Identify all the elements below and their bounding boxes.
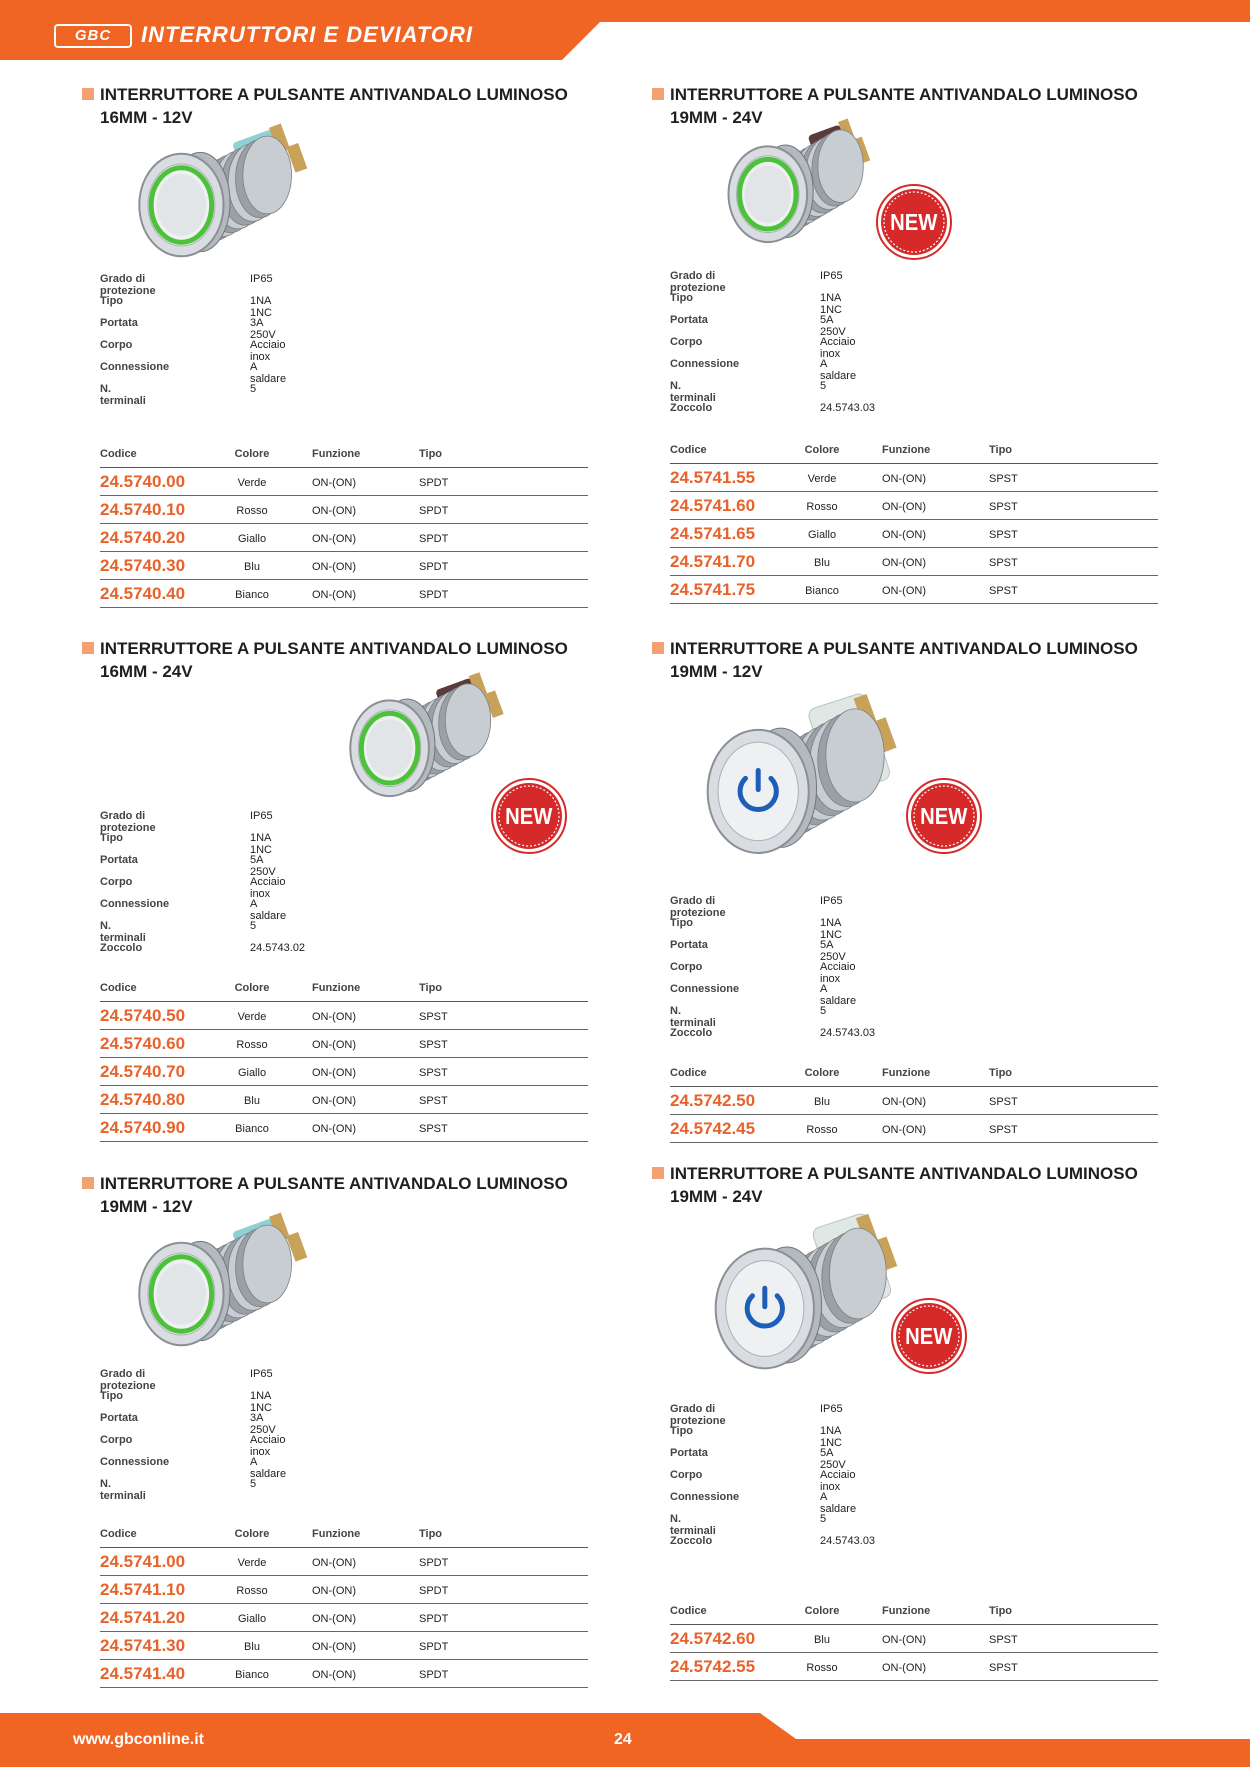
spec-value: 3A 250V [250, 317, 276, 341]
row-color: Rosso [806, 1124, 838, 1136]
header-code: Codice [670, 444, 707, 456]
green-ring-push-button-icon [110, 118, 320, 268]
row-type: SPDT [419, 1557, 449, 1569]
row-type: SPST [419, 1095, 448, 1107]
product-code: 24.5741.55 [670, 468, 756, 487]
spec-label: Tipo [100, 295, 124, 307]
row-color: Bianco [235, 1669, 269, 1681]
spec-value: IP65 [820, 270, 843, 282]
spec-label: Connessione [100, 361, 170, 373]
spec-value: 5 [250, 1478, 257, 1490]
section-title: INTERRUTTORI E DEVIATORI [141, 22, 474, 47]
row-color: Giallo [237, 1613, 267, 1625]
new-badge [890, 1297, 968, 1375]
row-type: SPDT [419, 505, 449, 517]
code-table [100, 1525, 588, 1688]
product-name: INTERRUTTORE A PULSANTE ANTIVANDALO LUMINOSO [670, 85, 1138, 104]
row-function: ON-(ON) [312, 1557, 356, 1569]
table-row [670, 492, 1158, 520]
row-type: SPST [989, 473, 1018, 485]
spec-label: Grado di protezione [670, 895, 726, 919]
spec-label: Tipo [100, 832, 124, 844]
code-table [670, 1064, 1158, 1143]
spec-value: Acciaio inox [250, 339, 286, 363]
spec-value: 5 [820, 1513, 827, 1525]
spec-value: A saldare [250, 898, 287, 922]
table-header [100, 1525, 588, 1548]
product-code: 24.5740.00 [100, 472, 186, 491]
spec-label: Corpo [100, 876, 133, 888]
spec-value: Acciaio inox [820, 1469, 856, 1493]
product-name: INTERRUTTORE A PULSANTE ANTIVANDALO LUMINOSO [100, 639, 568, 658]
spec-label: Portata [670, 314, 708, 326]
header-color: Colore [234, 982, 270, 994]
row-type: SPST [419, 1067, 448, 1079]
row-color: Blu [244, 1095, 260, 1107]
table-header [100, 979, 588, 1002]
spec-label: N. terminali [100, 920, 146, 944]
row-color: Bianco [235, 589, 269, 601]
spec-label: Grado di protezione [670, 1403, 726, 1427]
row-type: SPDT [419, 561, 449, 573]
spec-value: A saldare [820, 1491, 857, 1515]
spec-label: Connessione [670, 1491, 740, 1503]
row-type: SPDT [419, 1613, 449, 1625]
row-type: SPDT [419, 589, 449, 601]
page-footer [0, 1713, 1250, 1767]
row-color: Rosso [236, 505, 268, 517]
svg-text:NEW: NEW [905, 1322, 953, 1350]
spec-value: 5 [820, 1005, 827, 1017]
header-type: Tipo [989, 1605, 1013, 1617]
product-code: 24.5741.70 [670, 552, 756, 571]
spec-value: 24.5743.03 [820, 402, 876, 414]
table-row [100, 1632, 588, 1660]
row-color: Rosso [806, 501, 838, 513]
spec-label: Corpo [670, 961, 703, 973]
spec-label: Portata [670, 1447, 708, 1459]
spec-value: 5A 250V [820, 939, 846, 963]
table-header [670, 1064, 1158, 1087]
row-color: Blu [244, 1641, 260, 1653]
new-badge [490, 777, 568, 855]
table-row [670, 1115, 1158, 1143]
product-name: INTERRUTTORE A PULSANTE ANTIVANDALO LUMINOSO [670, 639, 1138, 658]
header-color: Colore [804, 444, 840, 456]
spec-value: A saldare [250, 361, 287, 385]
row-type: SPST [419, 1123, 448, 1135]
header-function: Funzione [312, 448, 361, 460]
table-row [100, 1002, 588, 1030]
row-color: Bianco [235, 1123, 269, 1135]
spec-value: 5 [250, 383, 257, 395]
row-function: ON-(ON) [882, 1634, 926, 1646]
spec-value: 5A 250V [820, 1447, 846, 1471]
row-function: ON-(ON) [312, 505, 356, 517]
product-code: 24.5741.30 [100, 1636, 186, 1655]
blue-power-symbol-push-button-icon [690, 1207, 910, 1382]
spec-label: Corpo [670, 336, 703, 348]
spec-value: 1NA 1NC [820, 917, 843, 941]
svg-text:NEW: NEW [505, 802, 553, 830]
header-color: Colore [804, 1067, 840, 1079]
spec-value: IP65 [250, 1368, 273, 1380]
spec-label: Tipo [670, 1425, 694, 1437]
spec-value: 1NA 1NC [820, 1425, 843, 1449]
row-type: SPST [419, 1011, 448, 1023]
row-color: Giallo [807, 529, 837, 541]
row-type: SPST [989, 585, 1018, 597]
header-code: Codice [100, 982, 137, 994]
bullet-square-icon [82, 1177, 94, 1189]
row-function: ON-(ON) [312, 533, 356, 545]
product-code: 24.5741.10 [100, 1580, 186, 1599]
row-function: ON-(ON) [882, 1124, 926, 1136]
header-color: Colore [234, 448, 270, 460]
product-name: INTERRUTTORE A PULSANTE ANTIVANDALO LUMINOSO [100, 85, 568, 104]
row-function: ON-(ON) [882, 501, 926, 513]
row-color: Blu [244, 561, 260, 573]
spec-value: Acciaio inox [250, 1434, 286, 1458]
green-ring-push-button-icon [325, 667, 515, 807]
table-row [670, 1653, 1158, 1681]
spec-value: 1NA 1NC [250, 295, 273, 319]
bullet-square-icon [652, 88, 664, 100]
spec-label: Connessione [670, 358, 740, 370]
page-number: 24 [614, 1731, 632, 1748]
row-color: Verde [237, 477, 267, 489]
row-type: SPDT [419, 1585, 449, 1597]
table-row [670, 1087, 1158, 1115]
row-color: Verde [807, 473, 837, 485]
row-function: ON-(ON) [312, 589, 356, 601]
spec-label: Corpo [100, 1434, 133, 1446]
row-color: Rosso [806, 1662, 838, 1674]
row-function: ON-(ON) [312, 1669, 356, 1681]
row-function: ON-(ON) [312, 1585, 356, 1597]
table-row [100, 552, 588, 580]
header-function: Funzione [882, 1067, 931, 1079]
header-code: Codice [670, 1067, 707, 1079]
bullet-square-icon [82, 642, 94, 654]
row-type: SPDT [419, 1641, 449, 1653]
code-table [670, 1602, 1158, 1681]
row-function: ON-(ON) [312, 477, 356, 489]
spec-value: 1NA 1NC [250, 1390, 273, 1414]
product-size-voltage: 19MM - 24V [670, 1187, 763, 1206]
product-code: 24.5742.60 [670, 1629, 756, 1648]
row-type: SPST [989, 1096, 1018, 1108]
table-header [670, 1602, 1158, 1625]
row-color: Giallo [237, 1067, 267, 1079]
header-code: Codice [100, 448, 137, 460]
table-row [100, 580, 588, 608]
row-type: SPST [989, 501, 1018, 513]
row-type: SPDT [419, 1669, 449, 1681]
product-code: 24.5741.75 [670, 580, 756, 599]
spec-label: N. terminali [670, 1513, 716, 1537]
spec-value: 1NA 1NC [820, 292, 843, 316]
spec-value: 5 [250, 920, 257, 932]
code-table [670, 441, 1158, 604]
spec-label: N. terminali [670, 380, 716, 404]
row-function: ON-(ON) [312, 1067, 356, 1079]
row-type: SPST [989, 529, 1018, 541]
spec-label: Corpo [670, 1469, 703, 1481]
svg-text:NEW: NEW [920, 802, 968, 830]
row-function: ON-(ON) [312, 1011, 356, 1023]
table-row [100, 1030, 588, 1058]
spec-value: A saldare [250, 1456, 287, 1480]
spec-label: Portata [100, 317, 138, 329]
header-function: Funzione [882, 1605, 931, 1617]
row-function: ON-(ON) [882, 529, 926, 541]
table-row [670, 520, 1158, 548]
row-color: Verde [237, 1557, 267, 1569]
website-link[interactable]: www.gbconline.it [73, 1731, 204, 1748]
product-code: 24.5741.20 [100, 1608, 186, 1627]
row-function: ON-(ON) [312, 1613, 356, 1625]
row-type: SPST [989, 1662, 1018, 1674]
table-row [100, 1086, 588, 1114]
row-function: ON-(ON) [312, 561, 356, 573]
row-function: ON-(ON) [882, 473, 926, 485]
product-code: 24.5740.20 [100, 528, 186, 547]
table-row [100, 524, 588, 552]
row-color: Rosso [236, 1585, 268, 1597]
table-row [670, 548, 1158, 576]
product-code: 24.5741.65 [670, 524, 756, 543]
header-color: Colore [234, 1528, 270, 1540]
header-code: Codice [670, 1605, 707, 1617]
row-function: ON-(ON) [882, 557, 926, 569]
spec-value: IP65 [820, 1403, 843, 1415]
table-header [670, 441, 1158, 464]
product-code: 24.5742.45 [670, 1119, 756, 1138]
spec-label: N. terminali [670, 1005, 716, 1029]
row-type: SPST [989, 1634, 1018, 1646]
header-code: Codice [100, 1528, 137, 1540]
spec-value: 5 [820, 380, 827, 392]
product-code: 24.5740.10 [100, 500, 186, 519]
blue-power-symbol-push-button-icon [680, 687, 910, 867]
row-type: SPST [419, 1039, 448, 1051]
row-function: ON-(ON) [882, 1096, 926, 1108]
spec-value: 5A 250V [820, 314, 846, 338]
spec-value: Acciaio inox [820, 961, 856, 985]
green-ring-push-button-icon [710, 113, 880, 253]
row-function: ON-(ON) [312, 1641, 356, 1653]
table-row [100, 1058, 588, 1086]
code-table [100, 445, 588, 608]
product-title [670, 1162, 1190, 1208]
row-color: Rosso [236, 1039, 268, 1051]
table-row [100, 1660, 588, 1688]
row-function: ON-(ON) [312, 1123, 356, 1135]
spec-value: 3A 250V [250, 1412, 276, 1436]
table-row [100, 1604, 588, 1632]
spec-label: Tipo [100, 1390, 124, 1402]
spec-label: Connessione [100, 898, 170, 910]
page-header [0, 0, 1250, 60]
row-type: SPDT [419, 477, 449, 489]
product-code: 24.5741.40 [100, 1664, 186, 1683]
product-name: INTERRUTTORE A PULSANTE ANTIVANDALO LUMINOSO [100, 1174, 568, 1193]
spec-value: 1NA 1NC [250, 832, 273, 856]
bullet-square-icon [652, 642, 664, 654]
new-badge [905, 777, 983, 855]
spec-value: 24.5743.03 [820, 1027, 876, 1039]
green-ring-push-button-icon [110, 1207, 320, 1357]
product-size-voltage: 16MM - 12V [100, 108, 193, 127]
spec-label: Corpo [100, 339, 133, 351]
spec-label: Portata [670, 939, 708, 951]
spec-label: Grado di protezione [100, 810, 156, 834]
spec-value: IP65 [820, 895, 843, 907]
spec-label: Zoccolo [670, 402, 713, 414]
header-type: Tipo [419, 982, 443, 994]
table-row [100, 496, 588, 524]
product-code: 24.5740.70 [100, 1062, 186, 1081]
header-color: Colore [804, 1605, 840, 1617]
table-row [670, 464, 1158, 492]
row-function: ON-(ON) [882, 1662, 926, 1674]
spec-label: N. terminali [100, 1478, 146, 1502]
row-type: SPDT [419, 533, 449, 545]
header-type: Tipo [419, 1528, 443, 1540]
header-function: Funzione [882, 444, 931, 456]
product-code: 24.5741.00 [100, 1552, 186, 1571]
svg-text:NEW: NEW [890, 208, 938, 236]
header-type: Tipo [989, 1067, 1013, 1079]
new-badge [875, 183, 953, 261]
row-function: ON-(ON) [312, 1039, 356, 1051]
spec-value: A saldare [820, 358, 857, 382]
spec-label: Zoccolo [670, 1027, 713, 1039]
spec-value: 5A 250V [250, 854, 276, 878]
product-code: 24.5740.80 [100, 1090, 186, 1109]
row-color: Blu [814, 1096, 830, 1108]
spec-label: Grado di protezione [100, 1368, 156, 1392]
table-row [100, 1548, 588, 1576]
bullet-square-icon [82, 88, 94, 100]
product-title [670, 637, 1190, 683]
row-function: ON-(ON) [882, 585, 926, 597]
spec-label: Grado di protezione [100, 273, 156, 297]
header-function: Funzione [312, 1528, 361, 1540]
table-row [100, 1114, 588, 1142]
product-size-voltage: 19MM - 12V [100, 1197, 193, 1216]
product-code: 24.5740.60 [100, 1034, 186, 1053]
product-code: 24.5742.55 [670, 1657, 756, 1676]
spec-label: Zoccolo [670, 1535, 713, 1547]
table-row [100, 468, 588, 496]
table-row [100, 1576, 588, 1604]
spec-value: 24.5743.03 [820, 1535, 876, 1547]
row-type: SPST [989, 1124, 1018, 1136]
product-code: 24.5741.60 [670, 496, 756, 515]
product-code: 24.5740.50 [100, 1006, 186, 1025]
spec-value: IP65 [250, 810, 273, 822]
spec-label: Zoccolo [100, 942, 143, 954]
spec-value: Acciaio inox [250, 876, 286, 900]
table-row [670, 1625, 1158, 1653]
header-type: Tipo [989, 444, 1013, 456]
product-size-voltage: 19MM - 24V [670, 108, 763, 127]
spec-label: Connessione [100, 1456, 170, 1468]
spec-value: A saldare [820, 983, 857, 1007]
product-code: 24.5740.90 [100, 1118, 186, 1137]
spec-value: IP65 [250, 273, 273, 285]
spec-label: Portata [100, 854, 138, 866]
table-header [100, 445, 588, 468]
product-code: 24.5742.50 [670, 1091, 756, 1110]
spec-value: 24.5743.02 [250, 942, 306, 954]
product-name: INTERRUTTORE A PULSANTE ANTIVANDALO LUMINOSO [670, 1164, 1138, 1183]
row-color: Blu [814, 557, 830, 569]
spec-value: Acciaio inox [820, 336, 856, 360]
spec-label: Connessione [670, 983, 740, 995]
table-row [670, 576, 1158, 604]
product-code: 24.5740.40 [100, 584, 186, 603]
code-table [100, 979, 588, 1142]
row-color: Bianco [805, 585, 839, 597]
row-type: SPST [989, 557, 1018, 569]
spec-label: Tipo [670, 917, 694, 929]
header-function: Funzione [312, 982, 361, 994]
spec-label: Tipo [670, 292, 694, 304]
product-size-voltage: 16MM - 24V [100, 662, 193, 681]
row-color: Giallo [237, 533, 267, 545]
bullet-square-icon [652, 1167, 664, 1179]
header-type: Tipo [419, 448, 443, 460]
row-function: ON-(ON) [312, 1095, 356, 1107]
row-color: Blu [814, 1634, 830, 1646]
brand-logo[interactable]: GBC [54, 24, 132, 48]
product-size-voltage: 19MM - 12V [670, 662, 763, 681]
spec-label: Portata [100, 1412, 138, 1424]
product-code: 24.5740.30 [100, 556, 186, 575]
spec-label: Grado di protezione [670, 270, 726, 294]
row-color: Verde [237, 1011, 267, 1023]
spec-label: N. terminali [100, 383, 146, 407]
